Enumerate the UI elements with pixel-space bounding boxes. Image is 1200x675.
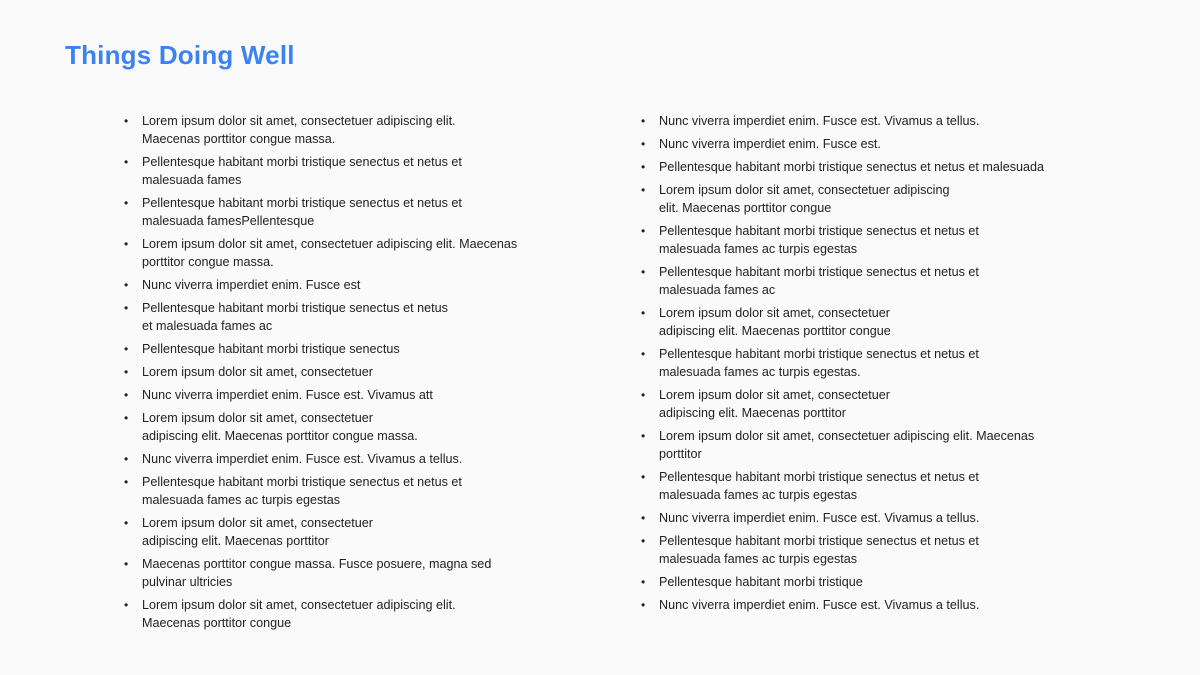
list-item [124,386,564,404]
list-item-text: Lorem ipsum dolor sit amet, consectetuer [142,365,373,379]
list-item [124,112,564,148]
list-item [641,532,1101,568]
list-item-text: Nunc viverra imperdiet enim. Fusce est. Vivamus att [142,388,433,402]
bullet-icon: • [124,196,129,210]
left-bullet-list [124,112,564,637]
list-item-text: Pellentesque habitant morbi tristique senectus et netus et malesuada fames ac turpis egestas [659,534,979,566]
list-item-text: Pellentesque habitant morbi tristique senectus et netus et malesuada fames ac [142,301,448,333]
list-item [124,473,564,509]
bullet-icon: • [641,429,646,443]
list-item-text: Pellentesque habitant morbi tristique senectus et netus et malesuada fames ac turpis egestas [142,475,462,507]
list-item-text: Nunc viverra imperdiet enim. Fusce est [142,278,361,292]
bullet-icon: • [124,411,129,425]
list-item-text: Pellentesque habitant morbi tristique senectus et netus et malesuada fames [142,155,462,187]
list-item-text: Nunc viverra imperdiet enim. Fusce est. Vivamus a tellus. [142,452,463,466]
bullet-icon: • [124,475,129,489]
list-item-text: Lorem ipsum dolor sit amet, consectetuer adipiscing elit. Maecenas porttitor congue [659,183,950,215]
list-item [641,427,1101,463]
bullet-icon: • [124,155,129,169]
list-item-text: Nunc viverra imperdiet enim. Fusce est. Vivamus a tellus. [659,598,980,612]
list-item [124,555,564,591]
bullet-icon: • [641,224,646,238]
list-item [641,135,1101,153]
page-title: Things Doing Well [65,40,295,70]
list-item-text: Lorem ipsum dolor sit amet, consectetuer adipiscing elit. Maecenas porttitor congue [659,306,891,338]
list-item-text: Pellentesque habitant morbi tristique senectus et netus et malesuada fames ac [659,265,979,297]
list-item [124,514,564,550]
bullet-icon: • [124,237,129,251]
right-bullet-list [641,112,1101,619]
list-item [124,276,564,294]
list-item [641,222,1101,258]
list-item [124,299,564,335]
list-item [641,112,1101,130]
list-item [124,194,564,230]
list-item-text: Nunc viverra imperdiet enim. Fusce est. Vivamus a tellus. [659,114,980,128]
bullet-icon: • [641,183,646,197]
bullet-icon: • [641,114,646,128]
bullet-icon: • [641,470,646,484]
list-item [641,468,1101,504]
list-item-text: Maecenas porttitor congue massa. Fusce posuere, magna sed pulvinar ultricies [142,557,492,589]
bullet-icon: • [124,516,129,530]
list-item [124,235,564,271]
list-item-text: Lorem ipsum dolor sit amet, consectetuer adipiscing elit. Maecenas porttitor congue [142,598,456,630]
list-item-text: Lorem ipsum dolor sit amet, consectetuer adipiscing elit. Maecenas porttitor [142,516,373,548]
list-item-text: Pellentesque habitant morbi tristique senectus et netus et malesuada [659,160,1045,174]
list-item-text: Nunc viverra imperdiet enim. Fusce est. [659,137,881,151]
bullet-icon: • [641,534,646,548]
bullet-icon: • [641,388,646,402]
bullet-icon: • [641,265,646,279]
list-item [641,181,1101,217]
list-item [641,386,1101,422]
list-item [641,304,1101,340]
list-item [124,450,564,468]
bullet-icon: • [124,301,129,315]
bullet-icon: • [124,365,129,379]
list-item-text: Nunc viverra imperdiet enim. Fusce est. Vivamus a tellus. [659,511,980,525]
bullet-icon: • [641,137,646,151]
bullet-icon: • [124,278,129,292]
list-item [124,409,564,445]
bullet-icon: • [641,306,646,320]
bullet-icon: • [641,160,646,174]
bullet-icon: • [641,575,646,589]
list-item [124,340,564,358]
list-item-text: Pellentesque habitant morbi tristique senectus et netus et malesuada fames ac turpis egestas [659,224,979,256]
bullet-icon: • [641,598,646,612]
list-item [641,345,1101,381]
list-item-text: Pellentesque habitant morbi tristique senectus [142,342,400,356]
list-item-text: Lorem ipsum dolor sit amet, consectetuer adipiscing elit. Maecenas porttitor congue massa. [142,114,456,146]
list-item-text: Lorem ipsum dolor sit amet, consectetuer adipiscing elit. Maecenas porttitor [659,429,1035,461]
list-item [641,573,1101,591]
bullet-icon: • [124,452,129,466]
bullet-icon: • [641,511,646,525]
bullet-icon: • [641,347,646,361]
list-item-text: Pellentesque habitant morbi tristique senectus et netus et malesuada fames ac turpis egestas. [659,347,979,379]
list-item-text: Pellentesque habitant morbi tristique senectus et netus et malesuada fames ac turpis egestas [659,470,979,502]
list-item [641,596,1101,614]
list-item [641,158,1101,176]
list-item-text: Lorem ipsum dolor sit amet, consectetuer adipiscing elit. Maecenas porttitor congue massa. [142,411,418,443]
list-item-text: Lorem ipsum dolor sit amet, consectetuer adipiscing elit. Maecenas porttitor [659,388,890,420]
bullet-icon: • [124,388,129,402]
list-item-text: Pellentesque habitant morbi tristique senectus et netus et malesuada famesPellentesque [142,196,462,228]
bullet-icon: • [124,342,129,356]
list-item [641,509,1101,527]
bullet-icon: • [124,557,129,571]
bullet-icon: • [124,114,129,128]
list-item [641,263,1101,299]
list-item [124,363,564,381]
list-item-text: Pellentesque habitant morbi tristique [659,575,863,589]
list-item-text: Lorem ipsum dolor sit amet, consectetuer adipiscing elit. Maecenas porttitor congue massa. [142,237,518,269]
bullet-icon: • [124,598,129,612]
list-item [124,596,564,632]
list-item [124,153,564,189]
